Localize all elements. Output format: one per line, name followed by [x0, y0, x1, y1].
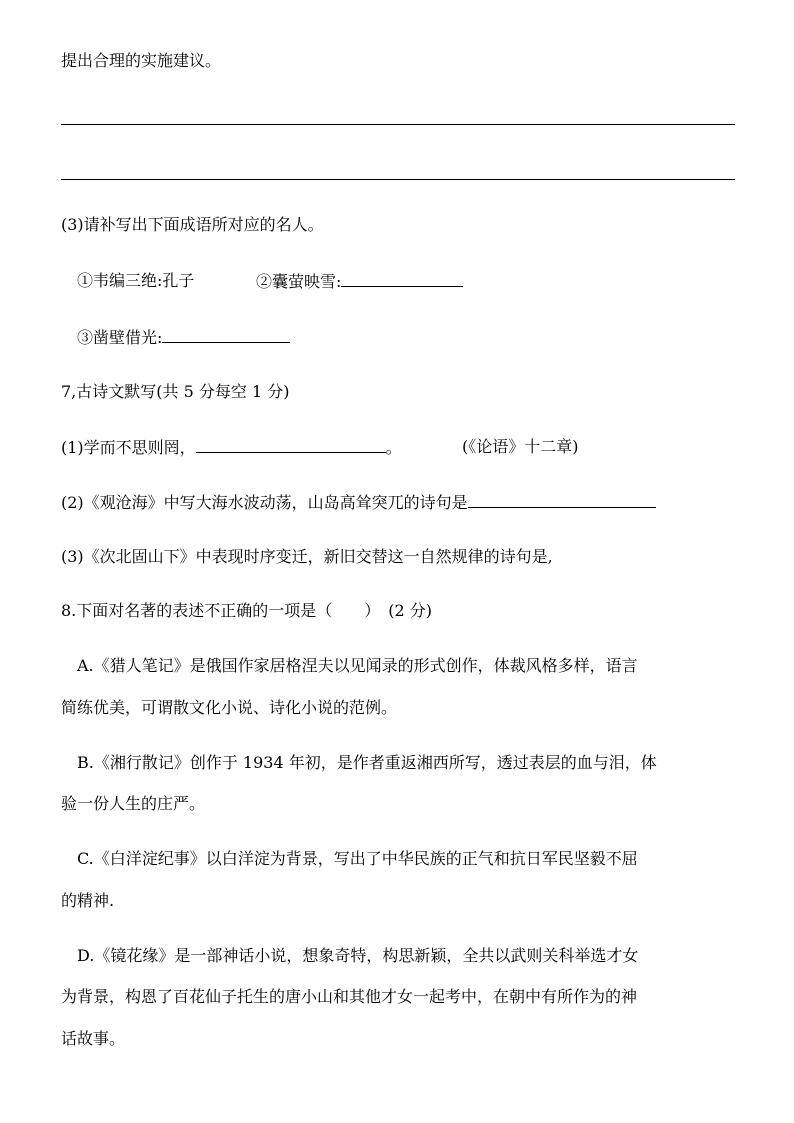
q6-3-prompt: (3)请补写出下面成语所对应的名人。: [61, 215, 324, 234]
q7-sub-3: (3)《次北固山下》中表现时序变迁，新旧交替这一自然规律的诗句是,: [61, 547, 553, 566]
q8-option-b-line-1: B.《湘行散记》创作于 1934 年初，是作者重返湘西所写，透过表层的血与泪，体: [77, 753, 657, 772]
q6-3-item-2-blank[interactable]: [341, 270, 463, 287]
q8-option-c-line-1: C.《白洋淀纪事》以白洋淀为背景，写出了中华民族的正气和抗日军民坚毅不屈: [77, 849, 638, 868]
q7-sub-1-source: (《论语》十二章): [462, 437, 579, 456]
q8-heading: 8.下面对名著的表述不正确的一项是（ ） (2 分): [61, 601, 433, 620]
q7-heading: 7,古诗文默写(共 5 分每空 1 分): [61, 382, 290, 401]
q6-3-item-3-blank[interactable]: [162, 326, 290, 343]
q8-option-c-line-2: 的精神.: [61, 891, 115, 910]
q8-option-a-line-1: A.《猎人笔记》是俄国作家居格涅夫以见闻录的形式创作，体裁风格多样，语言: [77, 656, 638, 675]
q7-sub-1-blank[interactable]: [196, 436, 386, 453]
q7-sub-1: [61, 436, 402, 458]
q8-option-a-line-2: 简练优美，可谓散文化小说、诗化小说的范例。: [61, 698, 398, 717]
q7-sub-2-blank[interactable]: [468, 491, 656, 508]
answer-line-1[interactable]: [61, 124, 735, 125]
q6-3-item-1: ①韦编三绝:孔子: [77, 271, 195, 290]
q6-tail-text: 提出合理的实施建议。: [61, 51, 222, 70]
answer-line-2[interactable]: [61, 179, 735, 180]
q7-sub-1-prefix: (1)学而不思则罔，: [61, 438, 196, 457]
q6-3-item-2-label: ②囊萤映雪:: [256, 272, 342, 291]
q6-3-item-3: [77, 326, 290, 348]
q8-option-b-line-2: 验一份人生的庄严。: [61, 794, 206, 813]
q7-sub-1-suffix: 。: [385, 438, 402, 457]
q7-sub-2: [61, 491, 656, 513]
q6-3-item-3-label: ③凿壁借光:: [77, 328, 163, 347]
q6-3-item-2: [256, 270, 463, 292]
q8-option-d-line-3: 话故事。: [61, 1029, 126, 1048]
q8-option-d-line-1: D.《镜花缘》是一部神话小说，想象奇特，构思新颖，全共以武则关科举选才女: [77, 946, 639, 965]
q8-option-d-line-2: 为背景，构恩了百花仙子托生的唐小山和其他才女一起考中，在朝中有所作为的神: [61, 987, 638, 1006]
q7-sub-2-text: (2)《观沧海》中写大海水波动荡，山岛高耸突兀的诗句是: [61, 493, 468, 512]
